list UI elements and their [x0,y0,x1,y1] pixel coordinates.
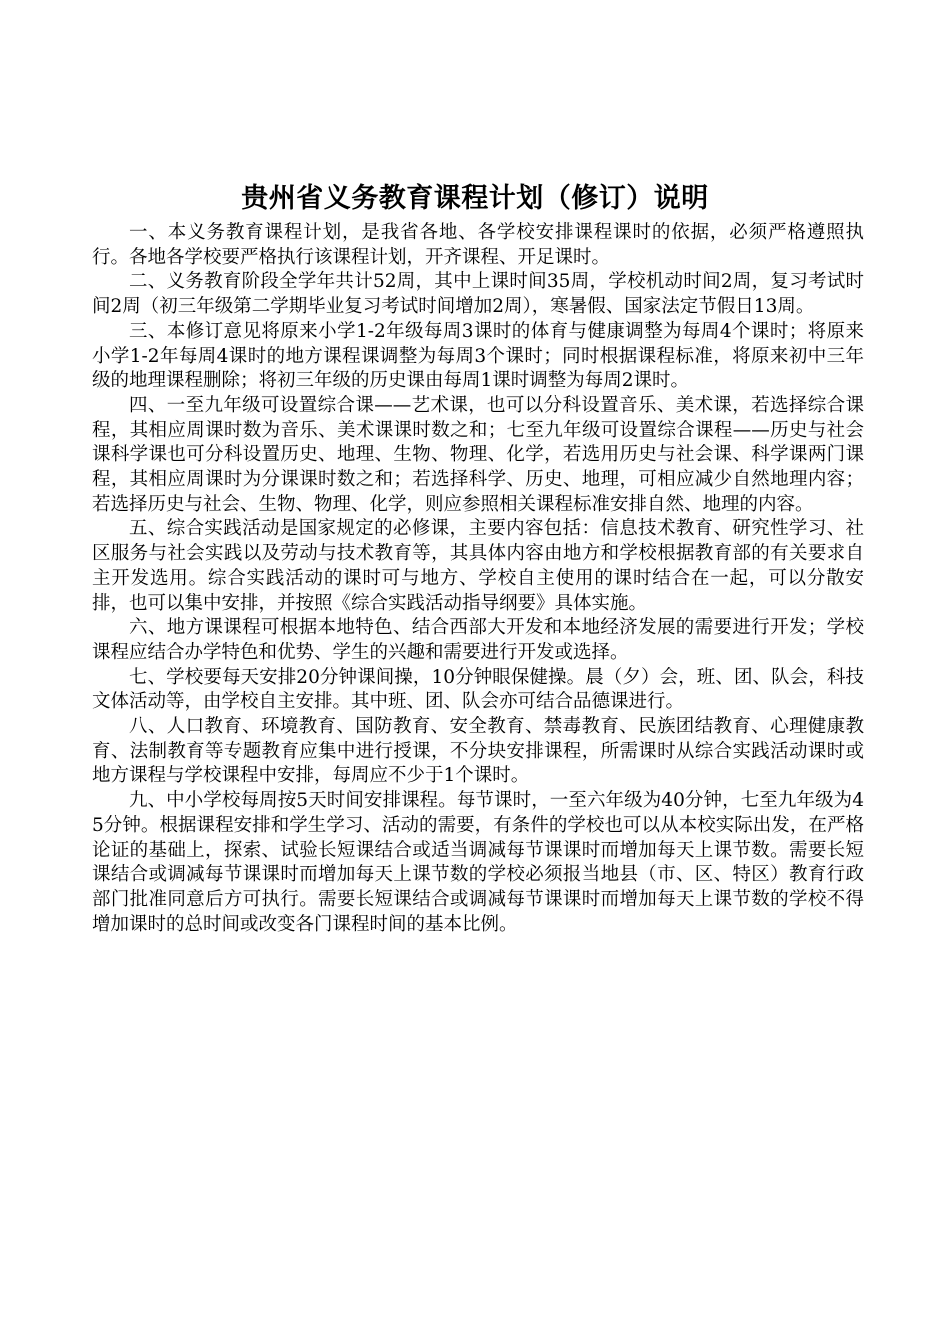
paragraph-3: 三、本修订意见将原来小学1-2年级每周3课时的体育与健康调整为每周4个课时；将原来小学1-2年每周4课时的地方课程课调整为每周3个课时；同时根据课程标准，将原来初中三年级的地理课程删除；将初三年级的历史课由每周1课时调整为每周2课时。 [92,320,864,392]
paragraph-9: 九、中小学校每周按5天时间安排课程。每节课时，一至六年级为40分钟，七至九年级为45分钟。根据课程安排和学生学习、活动的需要，有条件的学校也可以从本校实际出发，在严格论证的基础上，探索、试验长短课结合或适当调减每节课课时而增加每天上课节数。需要长短课结合或调减每节课课时而增加每天上课节数的学校必须报当地县（市、区、特区）教育行政部门批准同意后方可执行。需要长短课结合或调减每节课课时而增加每天上课节数的学校不得增加课时的总时间或改变各门课程时间的基本比例。 [92,790,864,935]
paragraph-5: 五、综合实践活动是国家规定的必修课，主要内容包括：信息技术教育、研究性学习、社区服务与社会实践以及劳动与技术教育等，其具体内容由地方和学校根据教育部的有关要求自主开发选用。综合实践活动的课时可与地方、学校自主使用的课时结合在一起，可以分散安排，也可以集中安排，并按照《综合实践活动指导纲要》具体实施。 [92,518,864,614]
paragraph-8: 八、人口教育、环境教育、国防教育、安全教育、禁毒教育、民族团结教育、心理健康教育、法制教育等专题教育应集中进行授课，不分块安排课程，所需课时从综合实践活动课时或地方课程与学校课程中安排，每周应不少于1个课时。 [92,716,864,787]
paragraph-7: 七、学校要每天安排20分钟课间操，10分钟眼保健操。晨（夕）会，班、团、队会，科技文体活动等，由学校自主安排。其中班、团、队会亦可结合品德课进行。 [92,666,864,713]
document-body [92,221,864,937]
paragraph-6: 六、地方课课程可根据本地特色、结合西部大开发和本地经济发展的需要进行开发；学校课程应结合办学特色和优势、学生的兴趣和需要进行开发或选择。 [92,617,864,663]
paragraph-1: 一、本义务教育课程计划，是我省各地、各学校安排课程课时的依据，必须严格遵照执行。各地各学校要严格执行该课程计划，开齐课程、开足课时。 [92,222,864,268]
paragraph-4: 四、一至九年级可设置综合课——艺术课，也可以分科设置音乐、美术课，若选择综合课程，其相应周课时数为音乐、美术课课时数之和；七至九年级可设置综合课程——历史与社会课科学课也可分科设置历史、地理、生物、物理、化学，若选用历史与社会课、科学课两门课程，其相应周课时为分课课时数之和；若选择科学、历史、地理，可相应减少自然地理内容；若选择历史与社会、生物、物理、化学，则应参照相关课程标准安排自然、地理的内容。 [92,394,864,515]
paragraph-2: 二、义务教育阶段全学年共计52周，其中上课时间35周，学校机动时间2周，复习考试时间2周（初三年级第二学期毕业复习考试时间增加2周），寒暑假、国家法定节假日13周。 [92,271,864,318]
document-title: 贵州省义务教育课程计划（修订）说明 [241,183,709,214]
